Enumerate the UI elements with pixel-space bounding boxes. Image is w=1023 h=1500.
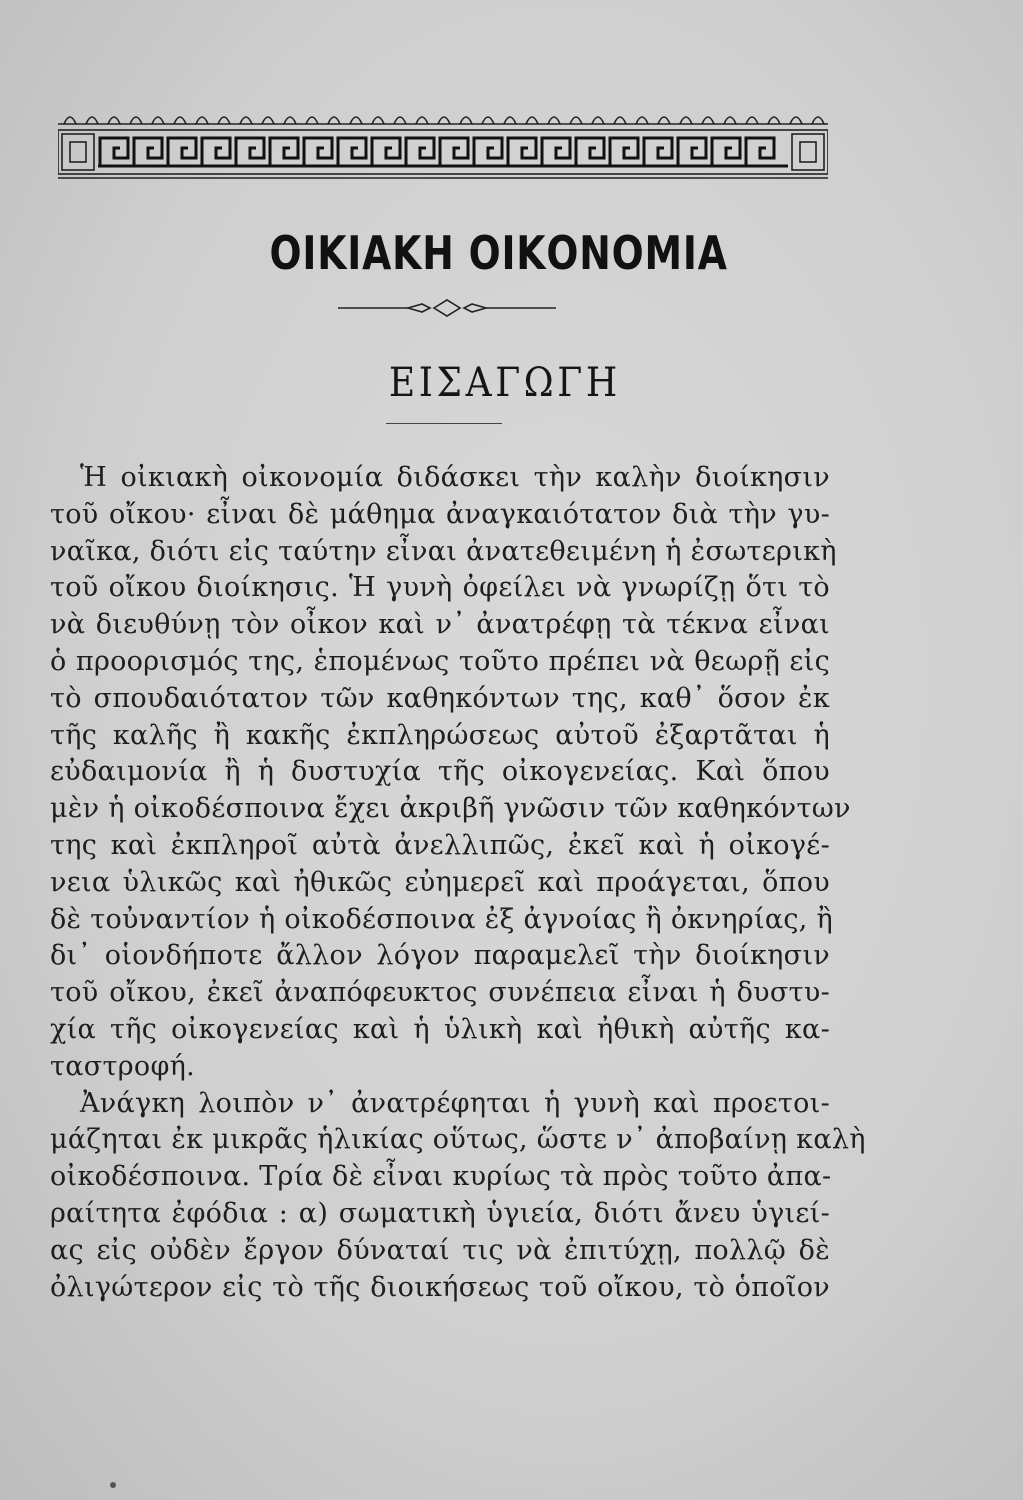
text-line: τοῦ οἴκου διοίκησις. Ἡ γυνὴ ὀφείλει νὰ γνωρίζῃ ὅτι τὸ xyxy=(50,572,830,604)
text-line: της καὶ ἐκπληροῖ αὐτὰ ἀνελλιπῶς, ἐκεῖ καὶ ἡ οἰκογέ- xyxy=(50,829,830,861)
paragraph-1 xyxy=(50,460,851,1086)
heading-divider xyxy=(386,423,502,424)
text-line: τὸ σπουδαιότατον τῶν καθηκόντων της, καθ᾽ ὅσον ἐκ xyxy=(50,682,830,714)
text-line: Ἀνάγκη λοιπὸν ν᾽ ἀνατρέφηται ἡ γυνὴ καὶ προετοι- xyxy=(80,1087,830,1119)
text-line: Ἡ οἰκιακὴ οἰκονομία διδάσκει τὴν καλὴν διοίκησιν xyxy=(80,462,830,493)
text-line: μάζηται ἐκ μικρᾶς ἡλικίας οὕτως, ὥστε ν᾽ ἀποβαίνῃ καλὴ xyxy=(50,1124,866,1156)
decorative-rule-icon xyxy=(338,296,556,320)
text-line: νεια ὑλικῶς καὶ ἠθικῶς εὐημερεῖ καὶ προάγεται, ὅπου xyxy=(50,866,830,898)
text-line: τῆς καλῆς ἢ κακῆς ἐκπληρώσεως αὐτοῦ ἐξαρτᾶται ἡ xyxy=(50,719,830,751)
paper-speck xyxy=(110,1482,116,1488)
text-line: χία τῆς οἰκογενείας καὶ ἡ ὑλικὴ καὶ ἠθικὴ αὐτῆς κα- xyxy=(50,1013,830,1045)
text-line: μὲν ἡ οἰκοδέσποινα ἔχει ἀκριβῆ γνῶσιν τῶν καθηκόντων xyxy=(50,793,851,825)
text-line: ὁ προορισμός της, ἑπομένως τοῦτο πρέπει νὰ θεωρῇ εἰς xyxy=(50,645,830,677)
text-line: τοῦ οἴκου· εἶναι δὲ μάθημα ἀναγκαιότατον διὰ τὴν γυ- xyxy=(50,498,830,530)
section-heading: ΕΙΣΑΓΩΓΗ xyxy=(388,360,621,406)
text-line: εὐδαιμονία ἢ ἡ δυστυχία τῆς οἰκογενείας. Καὶ ὅπου xyxy=(50,756,830,788)
text-line: οἰκοδέσποινα. Τρία δὲ εἶναι κυρίως τὰ πρὸς τοῦτο ἀπα- xyxy=(50,1161,832,1193)
text-line: ας εἰς οὐδὲν ἔργον δύναταί τις νὰ ἐπιτύχῃ, πολλῷ δὲ xyxy=(50,1234,830,1266)
page-title: ΟΙΚΙΑΚΗ ΟΙΚΟΝΟΜΙΑ xyxy=(269,226,728,280)
paragraph-2 xyxy=(50,1086,866,1307)
body-text xyxy=(50,460,866,1306)
text-line: ναῖκα, διότι εἰς ταύτην εἶναι ἀνατεθειμένη ἡ ἐσωτερικὴ xyxy=(50,535,837,567)
text-line: τοῦ οἴκου, ἐκεῖ ἀναπόφευκτος συνέπεια εἶναι ἡ δυστυ- xyxy=(50,977,830,1009)
text-line: ραίτητα ἐφόδια : α) σωματικὴ ὑγιεία, διότι ἄνευ ὑγιεί- xyxy=(50,1197,830,1229)
text-line: ὀλιγώτερον εἰς τὸ τῆς διοικήσεως τοῦ οἴκου, τὸ ὁποῖον xyxy=(50,1271,830,1303)
text-line: ταστροφή. xyxy=(50,1050,196,1082)
text-line: δι᾽ οἱονδήποτε ἄλλον λόγον παραμελεῖ τὴν διοίκησιν xyxy=(50,940,830,972)
text-line: δὲ τοὐναντίον ἡ οἰκοδέσποινα ἐξ ἀγνοίας ἢ ὀκνηρίας, ἢ xyxy=(50,903,834,935)
greek-key-ornament xyxy=(58,100,828,180)
text-line: νὰ διευθύνῃ τὸν οἶκον καὶ ν᾽ ἀνατρέφῃ τὰ τέκνα εἶναι xyxy=(50,609,830,641)
